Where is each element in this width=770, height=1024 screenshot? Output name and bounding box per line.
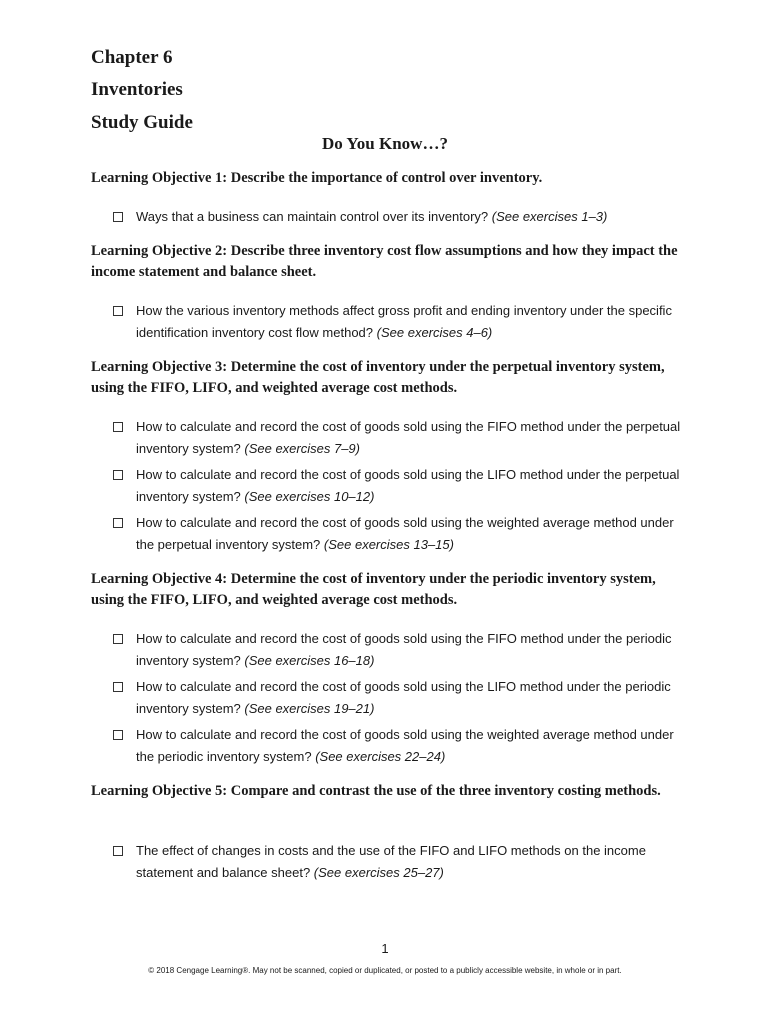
item-text: How the various inventory methods affect gross profit and ending inventory under the specific identification inventory cost flow method?: [136, 303, 672, 340]
checkbox-icon[interactable]: [113, 422, 123, 432]
exercise-reference: (See exercises 19–21): [244, 701, 375, 716]
exercise-reference: (See exercises 25–27): [313, 865, 444, 880]
checkbox-icon[interactable]: [113, 470, 123, 480]
exercise-reference: (See exercises 13–15): [323, 537, 454, 552]
checklist-item[interactable]: [111, 464, 681, 508]
exercise-reference: (See exercises 4–6): [376, 325, 493, 340]
item-text: How to calculate and record the cost of goods sold using the LIFO method under the periodic inventory system?: [136, 679, 671, 716]
item-text: How to calculate and record the cost of goods sold using the weighted average method under the perpetual inventory system?: [136, 515, 674, 552]
checklist-item[interactable]: [111, 840, 681, 884]
exercise-reference: (See exercises 7–9): [244, 441, 360, 456]
checkbox-icon[interactable]: [113, 212, 123, 222]
exercise-reference: (See exercises 16–18): [244, 653, 375, 668]
objective-2-heading: Learning Objective 2: Describe three inventory cost flow assumptions and how they impact the income statement and balance sheet.: [91, 243, 678, 280]
item-text: How to calculate and record the cost of goods sold using the FIFO method under the periodic inventory system?: [136, 631, 672, 668]
exercise-reference: (See exercises 22–24): [315, 749, 446, 764]
checklist-item[interactable]: [111, 206, 681, 228]
objective-5-heading: Learning Objective 5: Compare and contrast the use of the three inventory costing methods.: [91, 783, 661, 799]
item-text: How to calculate and record the cost of goods sold using the weighted average method under the periodic inventory system?: [136, 727, 674, 764]
item-text: How to calculate and record the cost of goods sold using the LIFO method under the perpetual inventory system?: [136, 467, 680, 504]
checkbox-icon[interactable]: [113, 846, 123, 856]
objective-1-heading: Learning Objective 1: Describe the importance of control over inventory.: [91, 170, 543, 186]
checklist-item[interactable]: [111, 676, 681, 720]
item-text: The effect of changes in costs and the use of the FIFO and LIFO methods on the income statement and balance sheet?: [136, 843, 646, 880]
checkbox-icon[interactable]: [113, 518, 123, 528]
checklist-item[interactable]: [111, 416, 681, 460]
section-subtitle: [0, 133, 770, 155]
copyright-footer: © 2018 Cengage Learning®. May not be scanned, copied or duplicated, or posted to a publicly accessible website, in whole or in part.: [148, 966, 622, 975]
page-number: 1: [381, 941, 389, 956]
objective-4-heading: Learning Objective 4: Determine the cost of inventory under the periodic inventory system, using the FIFO, LIFO, and weighted average cost methods.: [91, 571, 656, 608]
exercise-reference: (See exercises 10–12): [244, 489, 375, 504]
checkbox-icon[interactable]: [113, 730, 123, 740]
checklist-item[interactable]: [111, 628, 681, 672]
exercise-reference: (See exercises 1–3): [491, 209, 608, 224]
objective-3-heading: Learning Objective 3: Determine the cost of inventory under the perpetual inventory system, using the FIFO, LIFO, and weighted average cost methods.: [91, 359, 665, 396]
checkbox-icon[interactable]: [113, 682, 123, 692]
checkbox-icon[interactable]: [113, 306, 123, 316]
checkbox-icon[interactable]: [113, 634, 123, 644]
checklist-item[interactable]: [111, 512, 681, 556]
chapter-label: Chapter 6: [91, 47, 173, 68]
item-text: How to calculate and record the cost of goods sold using the FIFO method under the perpetual inventory system?: [136, 419, 681, 456]
checklist-item[interactable]: [111, 724, 681, 768]
subtitle-text: Do You Know…?: [322, 134, 448, 153]
chapter-title: Inventories: [91, 79, 183, 100]
study-guide-label: Study Guide: [91, 112, 193, 133]
checklist-item[interactable]: [111, 300, 681, 344]
item-text: Ways that a business can maintain control over its inventory?: [136, 209, 492, 224]
